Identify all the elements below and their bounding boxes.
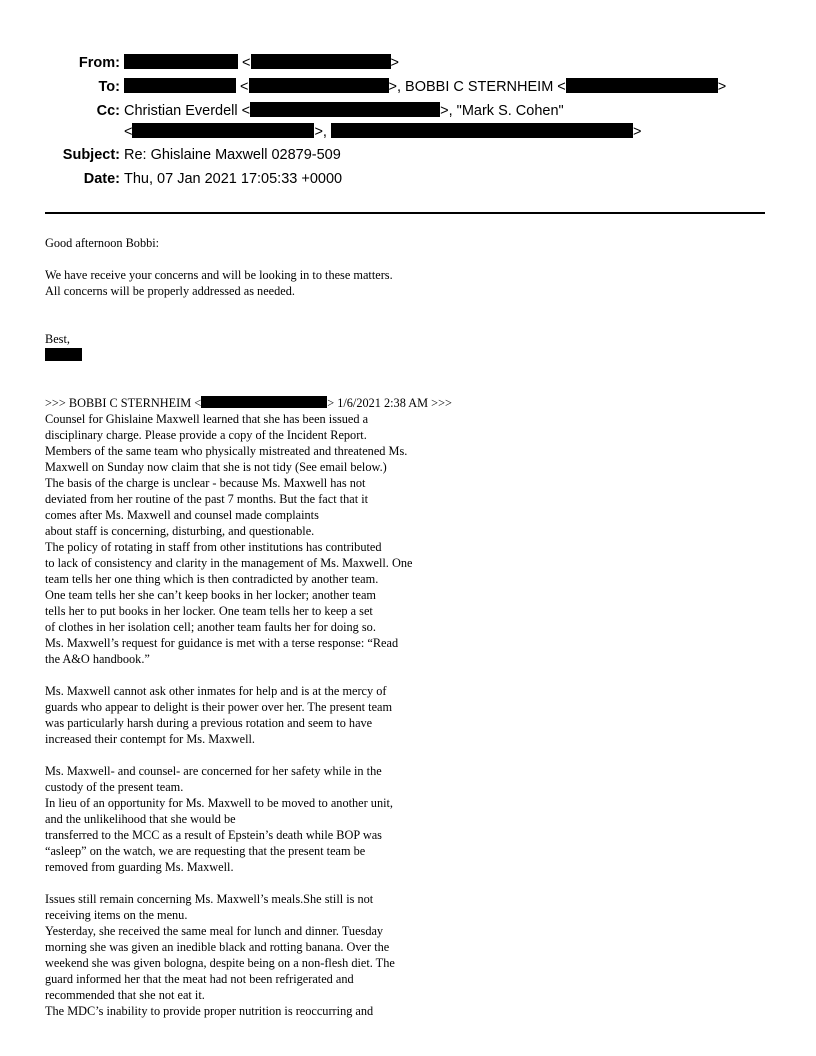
text-line: One team tells her she can’t keep books in her locker; another team: [45, 588, 376, 602]
text-line: guards who appear to delight is their power over her. The present team: [45, 700, 393, 714]
text-line: increased their contempt for Ms. Maxwell.: [45, 732, 256, 746]
text-line: disciplinary charge. Please provide a copy of the Incident Report.: [45, 428, 367, 442]
text-line: the A&O handbook.”: [45, 652, 150, 666]
date-label: Date:: [83, 171, 120, 187]
subject-text: Re: Ghislaine Maxwell 02879-509: [124, 147, 341, 163]
cc-row: Cc: Christian Everdell < >, "Mark S. Cohen": [96, 103, 564, 119]
greeting: Good afternoon Bobbi:: [45, 236, 160, 250]
text-line: The basis of the charge is unclear - because Ms. Maxwell has not: [45, 476, 366, 490]
text-line: transferred to the MCC as a result of Epstein’s death while BOP was: [45, 828, 382, 842]
text-line: to lack of consistency and clarity in the management of Ms. Maxwell. One: [45, 556, 413, 570]
redaction-block: [124, 78, 236, 93]
signature: [45, 331, 82, 361]
subject-label: Subject:: [62, 147, 120, 163]
reply-body: [45, 235, 393, 299]
text-line: weekend she was given bologna, despite being on a non-flesh diet. The: [45, 956, 395, 970]
text-line: of clothes in her isolation cell; another team faults her for doing so.: [45, 620, 376, 634]
to-label: To:: [98, 79, 120, 95]
text-line: Ms. Maxwell cannot ask other inmates for help and is at the mercy of: [45, 684, 387, 698]
quoted-message: [45, 395, 452, 1019]
text-line: Yesterday, she received the same meal for lunch and dinner. Tuesday: [45, 924, 384, 938]
text-line: deviated from her routine of the past 7 months. But the fact that it: [45, 492, 369, 506]
text-line: custody of the present team.: [45, 780, 184, 794]
text-line: Issues still remain concerning Ms. Maxwell’s meals.She still is not: [45, 892, 374, 906]
cc-continuation-row: < >, >: [124, 124, 642, 140]
redaction-block: [566, 78, 718, 93]
text-line: Maxwell on Sunday now claim that she is not tidy (See email below.): [45, 460, 387, 474]
text-line: comes after Ms. Maxwell and counsel made complaints: [45, 508, 319, 522]
text-line: and the unlikelihood that she would be: [45, 812, 236, 826]
text-line: The policy of rotating in staff from other institutions has contributed: [45, 540, 382, 554]
cc-name-1: Christian Everdell: [124, 103, 238, 119]
closing: Best,: [45, 332, 70, 346]
redaction-block: [251, 54, 391, 69]
text-line: Counsel for Ghislaine Maxwell learned that she has been issued a: [45, 412, 369, 426]
redaction-block: [201, 396, 327, 408]
text-line: Ms. Maxwell’s request for guidance is met with a terse response: “Read: [45, 636, 399, 650]
text-line: Members of the same team who physically mistreated and threatened Ms.: [45, 444, 408, 458]
redaction-block: [249, 78, 389, 93]
redaction-block: [331, 123, 633, 138]
quoted-header: >>> BOBBI C STERNHEIM < > 1/6/2021 2:38 AM >>>: [45, 396, 452, 410]
text-line: tells her to put books in her locker. One team tells her to keep a set: [45, 604, 373, 618]
quoted-paragraph-4: [45, 891, 452, 1019]
to-name: BOBBI C STERNHEIM: [405, 79, 554, 95]
text-line: receiving items on the menu.: [45, 908, 188, 922]
text-line: “asleep” on the watch, we are requesting that the present team be: [45, 844, 366, 858]
text-line: The MDC’s inability to provide proper nutrition is reoccurring and: [45, 1004, 374, 1018]
cc-label: Cc:: [96, 103, 120, 119]
text-line: morning she was given an inedible black and rotting banana. Over the: [45, 940, 390, 954]
quoted-paragraph-3: [45, 763, 452, 875]
redaction-block: [250, 102, 440, 117]
from-label: From:: [78, 55, 120, 71]
text-line: about staff is concerning, disturbing, and questionable.: [45, 524, 315, 538]
quoted-paragraph-2: [45, 683, 452, 747]
text-line: removed from guarding Ms. Maxwell.: [45, 860, 234, 874]
subject-row: [0, 145, 816, 165]
cc-name-2: "Mark S. Cohen": [456, 103, 564, 119]
text-line: was particularly harsh during a previous rotation and seem to have: [45, 716, 373, 730]
quoted-paragraph-1: [45, 411, 452, 667]
redaction-block: [132, 123, 314, 138]
reply-line: We have receive your concerns and will be looking in to these matters.: [45, 268, 393, 282]
from-row: From: < >: [78, 55, 399, 71]
text-line: Ms. Maxwell- and counsel- are concerned for her safety while in the: [45, 764, 382, 778]
date-text: Thu, 07 Jan 2021 17:05:33 +0000: [124, 171, 343, 187]
date-row: [0, 169, 816, 189]
text-line: recommended that she not eat it.: [45, 988, 205, 1002]
reply-line: All concerns will be properly addressed as needed.: [45, 284, 295, 298]
to-row: To: < >, BOBBI C STERNHEIM < >: [98, 79, 727, 95]
text-line: guard informed her that the meat had not been refrigerated and: [45, 972, 354, 986]
header-divider: [45, 212, 765, 214]
redaction-block: [124, 54, 238, 69]
text-line: team tells her one thing which is then contradicted by another team.: [45, 572, 379, 586]
text-line: In lieu of an opportunity for Ms. Maxwell to be moved to another unit,: [45, 796, 394, 810]
redaction-block: [45, 348, 82, 361]
